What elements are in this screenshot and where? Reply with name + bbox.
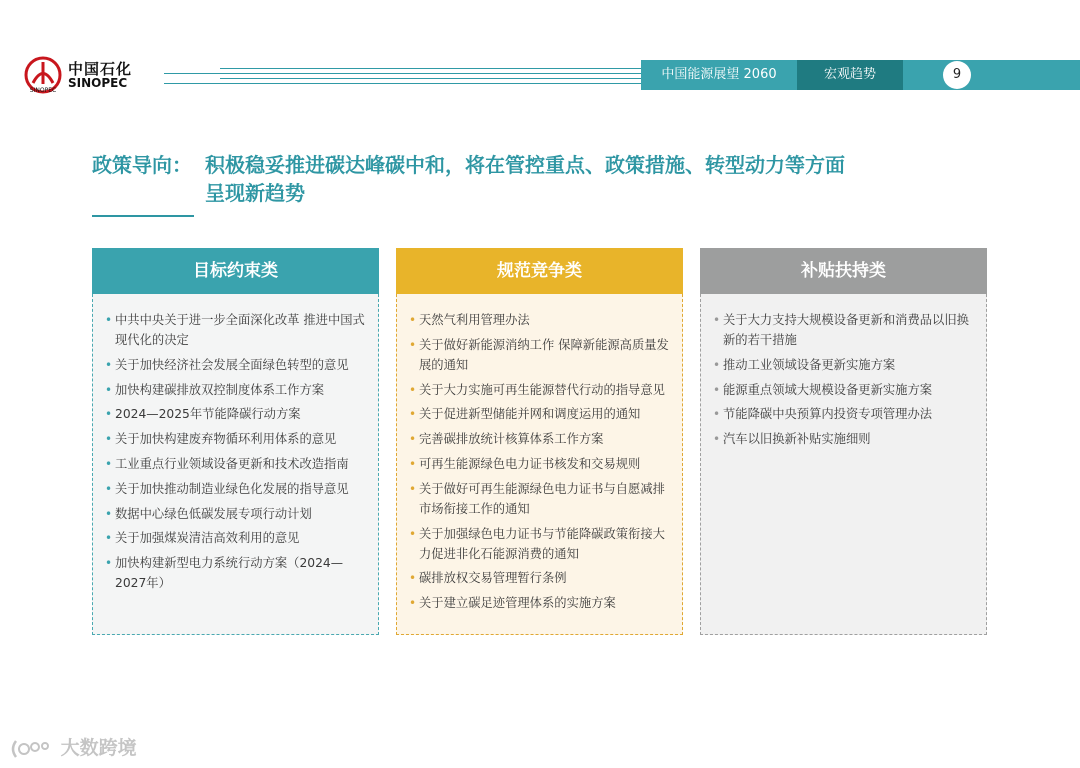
list-item [409,404,670,424]
list-item [713,355,974,375]
list-item [409,454,670,474]
list-item-text: 关于做好新能源消纳工作 保障新能源高质量发展的通知 [419,337,669,372]
column-body [700,294,987,635]
bullet-icon: • [105,531,113,546]
title-line-2: 呈现新趋势 [205,181,305,205]
bullet-icon: • [409,313,417,327]
list-item [409,593,670,613]
list-item [409,335,670,375]
list-item-text: 天然气利用管理办法 [419,313,530,327]
list-item-text: 完善碳排放统计核算体系工作方案 [419,432,604,447]
header-rule-1 [164,73,641,74]
bullet-icon: • [409,407,417,422]
policy-list [105,310,366,593]
section-tab: 宏观趋势 [797,60,903,90]
list-item [105,429,366,449]
bullet-icon: • [409,571,417,586]
column-heading: 目标约束类 [92,248,379,294]
list-item-text: 关于加快推动制造业绿色化发展的指导意见 [115,481,349,496]
column-body [396,294,683,635]
bullet-icon: • [105,506,113,521]
list-item [105,553,366,593]
watermark [8,733,137,763]
list-item [105,454,366,474]
bullet-icon: • [409,456,417,471]
bullet-icon: • [105,456,113,471]
list-item [409,524,670,564]
list-item [713,310,974,350]
bullet-icon: • [105,556,113,571]
watermark-text: 大数跨境 [60,737,137,759]
list-item-text: 碳排放权交易管理暂行条例 [419,571,567,586]
list-item-text: 关于大力支持大规模设备更新和消费品以旧换新的若干措施 [723,313,969,347]
bullet-icon: • [713,313,721,327]
column-regulated-competition [396,248,683,635]
list-item [409,479,670,519]
list-item [409,310,670,330]
list-item [409,429,670,449]
bullet-icon: • [713,407,721,422]
list-item-text: 能源重点领域大规模设备更新实施方案 [723,382,933,397]
list-item-text: 关于大力实施可再生能源替代行动的指导意见 [419,382,665,397]
list-item [409,568,670,588]
list-item-text: 节能降碳中央预算内投资专项管理办法 [723,407,933,422]
list-item [713,429,974,449]
bullet-icon: • [713,382,721,397]
list-item-text: 可再生能源绿色电力证书核发和交易规则 [419,456,641,471]
list-item-text: 工业重点行业领域设备更新和技术改造指南 [115,456,349,471]
bullet-icon: • [105,407,113,422]
list-item [105,380,366,400]
list-item-text: 关于加快构建废弃物循环利用体系的意见 [115,432,337,447]
title-line-1: 积极稳妥推进碳达峰碳中和，将在管控重点、政策措施、转型动力等方面 [205,153,845,177]
column-body [92,294,379,635]
list-item-text: 数据中心绿色低碳发展专项行动计划 [115,506,312,521]
page-number: 9 [943,61,971,89]
list-item [105,404,366,424]
list-item [105,355,366,375]
list-item [105,310,366,350]
sinopec-logo [24,56,134,96]
list-item-text: 推动工业领域设备更新实施方案 [723,357,896,372]
bullet-icon: • [713,432,721,447]
logo-name-cn: 中国石化 [68,60,133,78]
bullet-icon: • [409,526,417,541]
list-item-text: 中共中央关于进一步全面深化改革 推进中国式现代化的决定 [115,313,365,347]
bullet-icon: • [105,432,113,447]
bullet-icon: • [713,357,721,372]
list-item-text: 关于加强煤炭清洁高效利用的意见 [115,531,300,546]
bullet-icon: • [409,596,417,611]
bullet-icon: • [105,357,113,372]
list-item-text: 关于建立碳足迹管理体系的实施方案 [419,596,616,611]
policy-list [409,310,670,613]
bullet-icon: • [105,382,113,397]
column-heading: 补贴扶持类 [700,248,987,294]
column-target-constraint [92,248,379,635]
list-item-text: 关于促进新型储能并网和调度运用的通知 [419,407,641,422]
logo-mark-text: SINOPEC [29,87,57,94]
logo-name-en: SINOPEC [68,76,128,90]
list-item-text: 2024—2025年节能降碳行动方案 [115,407,301,422]
list-item [105,504,366,524]
bullet-icon: • [409,382,417,397]
list-item-text: 汽车以旧换新补贴实施细则 [723,432,871,447]
list-item [713,404,974,424]
header-rule-3 [220,78,641,79]
header-rule-2 [220,68,641,69]
list-item [713,380,974,400]
header-rule-4 [164,83,641,84]
header-bar-fill [903,60,1080,90]
list-item-text: 关于加强绿色电力证书与节能降碳政策衔接大力促进非化石能源消费的通知 [419,526,665,561]
bullet-icon: • [409,432,417,447]
list-item [105,528,366,548]
list-item [105,479,366,499]
list-item-text: 加快构建碳排放双控制度体系工作方案 [115,382,325,397]
list-item-text: 加快构建新型电力系统行动方案（2024—2027年） [115,556,344,591]
list-item [409,380,670,400]
sinopec-logo-icon [24,56,62,94]
bullet-icon: • [105,313,113,327]
title-prefix: 政策导向： [92,153,192,177]
bullet-icon: • [105,481,113,496]
report-title-tab: 中国能源展望 2060 [641,60,797,90]
bullet-icon: • [409,481,417,496]
list-item-text: 关于加快经济社会发展全面绿色转型的意见 [115,357,349,372]
title-underline [92,215,194,217]
column-heading: 规范竞争类 [396,248,683,294]
column-subsidy-support [700,248,987,635]
policy-list [713,310,974,449]
bullet-icon: • [409,337,417,352]
list-item-text: 关于做好可再生能源绿色电力证书与自愿减排市场衔接工作的通知 [419,481,665,516]
watermark-logo-icon [8,738,54,760]
